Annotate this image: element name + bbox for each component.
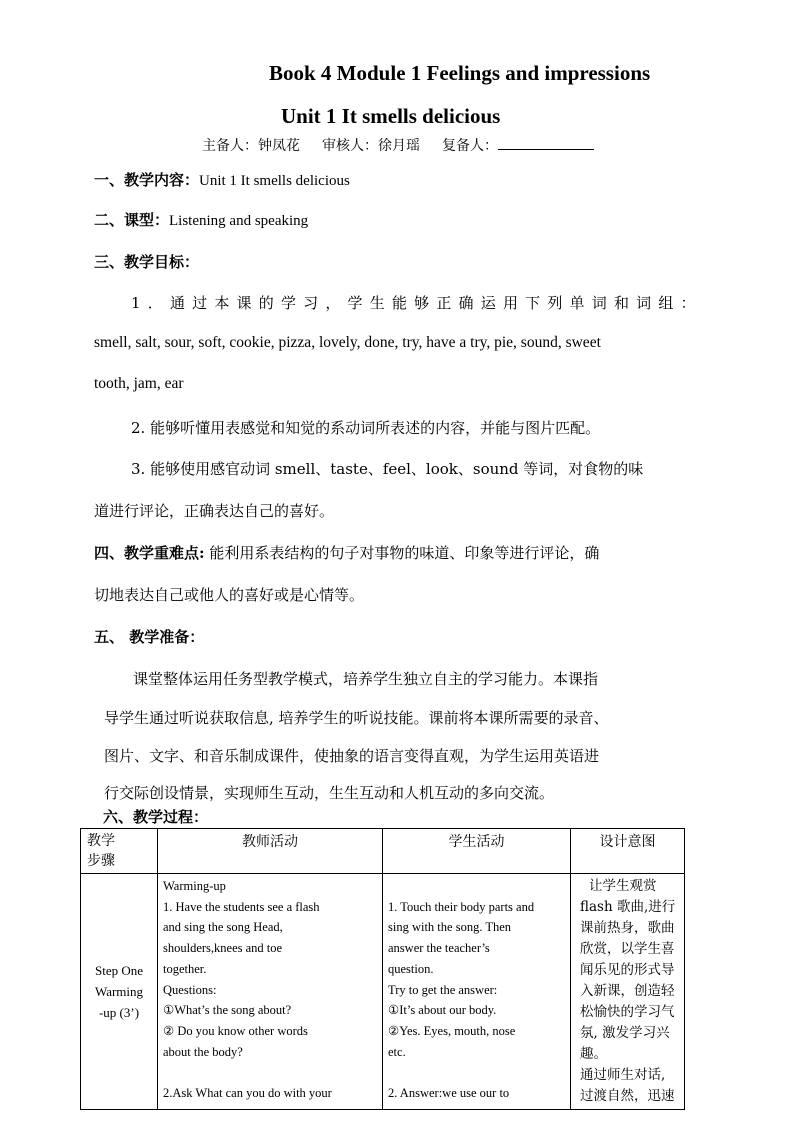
key-points-line-a — [94, 542, 599, 563]
preparer: 主备人：钟凤花 — [202, 138, 300, 154]
student-activity-cell: 1. Touch their body parts and sing with the song. Then answer the teacher’s question. Try to get the answer: ①It’s about our body. ②Yes. Eyes, mouth, nose etc. 2. Answer:we use our to — [383, 874, 571, 1110]
key-points-label: 四、教学重难点: — [94, 544, 205, 562]
goal-1-line-a: 1．通过本课的学习，学生能够正确运用下列单词和词组： — [131, 294, 703, 312]
preparation-line-1: 课堂整体运用任务型教学模式，培养学生独立自主的学习能力。本课指 — [133, 670, 599, 688]
process-label: 六、教学过程： — [103, 808, 209, 826]
unit-title: Unit 1 It smells delicious — [281, 104, 501, 128]
table-header-row — [81, 829, 685, 874]
goal-1-line-c: tooth, jam, ear — [94, 375, 184, 392]
preparation-line-4: 行交际创设情景，实现师生互动，生生互动和人机互动的多向交流。 — [104, 784, 555, 802]
content-line — [94, 169, 350, 190]
goals-label: 三、教学目标： — [94, 253, 200, 271]
type-label: 二、课型： — [94, 211, 170, 229]
author-line — [202, 135, 594, 155]
type-value: Listening and speaking — [169, 213, 309, 229]
reviewer: 审核人：徐月瑶 — [322, 138, 420, 154]
design-intent-cell: 让学生观赏 flash 歌曲,进行 课前热身，歌曲 欣赏，以学生喜 闻乐见的形式导 入新课，创造轻 松愉快的学习气 氛, 激发学习兴 趣。 通过师生对话, 过渡自然，迅速 — [571, 874, 685, 1110]
key-points-line-b: 切地表达自己或他人的喜好或是心情等。 — [94, 586, 365, 604]
table-row — [81, 874, 685, 1110]
co-preparer-blank — [498, 135, 594, 150]
process-table — [80, 828, 685, 1110]
header-design-intent: 设计意图 — [571, 829, 685, 874]
content-label: 一、教学内容： — [94, 171, 200, 189]
key-points-text: 能利用系表结构的句子对事物的味道、印象等进行评论，确 — [204, 544, 600, 562]
teacher-activity-cell: Warming-up 1. Have the students see a flash and sing the song Head, shoulders,knees and toe together. Questions: ①What’s the song about? ② Do you know other words about the body? 2.Ask What can you do with your — [158, 874, 383, 1110]
goal-2-line: 2. 能够听懂用表感觉和知觉的系动词所表述的内容，并能与图片匹配。 — [131, 419, 601, 437]
co-preparer: 复备人： — [442, 138, 498, 154]
document-title: Book 4 Module 1 Feelings and impressions — [269, 61, 651, 85]
preparation-line-3: 图片、文字、和音乐制成课件，使抽象的语言变得直观，为学生运用英语进 — [104, 747, 600, 765]
preparation-label: 五、 教学准备： — [94, 628, 205, 646]
goal-3-line-b: 道进行评论，正确表达自己的喜好。 — [94, 502, 335, 520]
header-teacher-activity: 教师活动 — [158, 829, 383, 874]
goal-3-line-a: 3. 能够使用感官动词 smell、taste、feel、look、sound 等词，对食物的味 — [131, 460, 644, 478]
preparation-line-2: 导学生通过听说获取信息, 培养学生的听说技能。课前将本课所需要的录音、 — [104, 709, 609, 727]
goal-1-line-b: smell, salt, sour, soft, cookie, pizza, lovely, done, try, have a try, pie, sound, sweet — [94, 334, 601, 351]
type-line — [94, 209, 308, 230]
header-student-activity: 学生活动 — [383, 829, 571, 874]
header-step: 教学 步骤 — [81, 829, 158, 874]
step-cell: Step One Warming -up (3’) — [81, 874, 158, 1110]
content-value: Unit 1 It smells delicious — [199, 173, 350, 189]
